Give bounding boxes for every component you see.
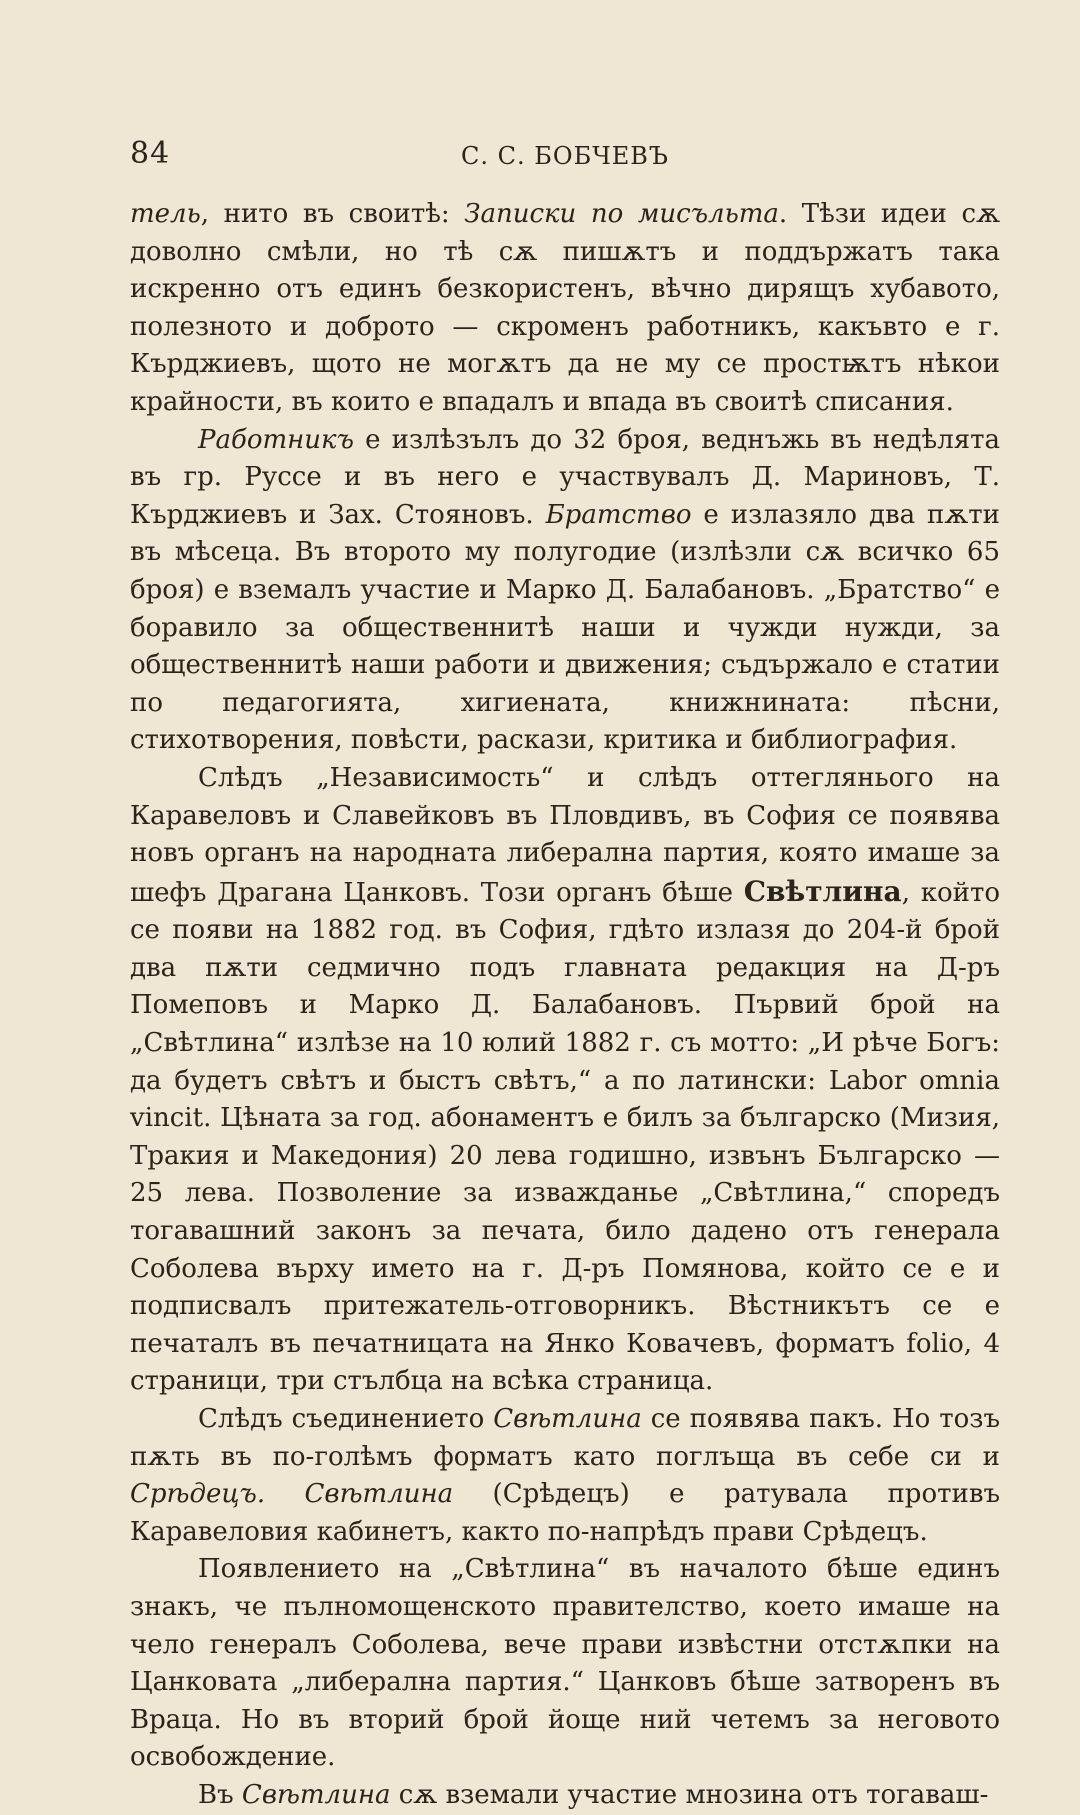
text-run: Въ	[198, 1779, 242, 1810]
paragraph-1	[130, 196, 1000, 422]
italic-run: Записки по мисъльта	[464, 199, 779, 229]
text-run: , който се появи на 1882 год. въ София, гдѣто излазя до 204-й брой два пѫти седмично подъ главната редакция на Д-ръ Помеповъ и Марко Д. Балабановъ. Първий брой на „Свѣтлина“ излѣзе на 10 юлий 1882 г. съ мотто: „И рѣче Богъ: да будетъ свѣтъ и быстъ свѣтъ,“ а по латински: Labor omnia vincit. Цѣната за год. абонаментъ е билъ за българско (Мизия, Тракия и Македония) 20 лева годишно, извънъ Българско — 25 лева. Позволение за изважданье „Свѣтлина,“ споредъ тогавашний законъ за печата, било дадено отъ генерала Соболева върху името на г. Д-ръ Помянова, който се е и подписвалъ притежатель-отговорникъ. Вѣстникътъ се е печаталъ въ печатницата на Янко Ковачевъ, форматъ folio, 4 страници, три стълбца на всѣка страница.	[130, 877, 1000, 1397]
italic-run: Свѣтлина	[493, 1404, 642, 1434]
text-run: , нито въ своитѣ:	[200, 199, 465, 229]
text-run: (Срѣдецъ) е ратувала противъ Каравеловия кабинетъ, както по-напрѣдъ прави Срѣдецъ.	[130, 1479, 1001, 1547]
text-run: е излѣзълъ до 32 броя, веднъжь въ недѣлята въ гр. Руссе и въ него е участвувалъ Д. Мариновъ, Т. Кърджиевъ и Зах. Стояновъ.	[130, 424, 1000, 530]
text-run: Появлението на „Свѣтлина“ въ началото бѣше единъ знакъ, че пълномощенското правителство, което имаше на чело генералъ Соболева, вече прави извѣстни отстѫпки на Цанковата „либерална партия.“ Цанковъ бѣше затворенъ въ Враца. Но въ вторий брой йоще ний четемъ за неговото освобождение.	[130, 1554, 1000, 1773]
text-run: е излазяло два пѫти въ мѣсеца. Въ второто му полугодие (излѣзли сѫ всичко 65 броя) е вземалъ участие и Марко Д. Балабановъ. „Братство“ е боравило за общественнитѣ наши и чужди нужди, за общественнитѣ наши работи и движения; съдържало е статии по педагогията, хигиената, книжнината: пѣсни, стихотворения, повѣсти, раскази, критика и библиография.	[130, 499, 1000, 756]
paragraph-2	[130, 422, 1000, 760]
text-run: се появява пакъ. Но тозъ пѫть въ по-голѣмъ форматъ като поглъща въ себе си и	[130, 1404, 1001, 1472]
paragraph-3	[130, 760, 1000, 1401]
body-text	[130, 196, 1000, 1815]
page-number: 84	[130, 136, 171, 171]
page-header	[130, 136, 1000, 176]
italic-run: Братство	[545, 499, 692, 530]
italic-run: Свѣтлина	[241, 1779, 391, 1810]
paragraph-6	[130, 1777, 1000, 1815]
paragraph-4	[130, 1401, 1000, 1551]
text-run: . Тѣзи идеи сѫ доволно смѣли, но тѣ сѫ пишѫтъ и поддържатъ така искренно отъ единъ безкористенъ, вѣчно дирящъ хубавото, полезното и доброто — скроменъ работникъ, какъвто е г. Кърджиевъ, щото не могѫтъ да не му се простѭтъ нѣкои крайности, въ които е впадалъ и впада въ своитѣ списания.	[130, 199, 1001, 417]
text-run: Слѣдъ „Независимость“ и слѣдъ оттеглянього на Каравеловъ и Славейковъ въ Пловдивъ, въ София се появява новъ органъ на народната либерална партия, която имаше за шефъ Драгана Цанковъ. Този органъ бѣше	[130, 762, 1000, 908]
running-head: С. С. БОБЧЕВЪ	[461, 142, 669, 170]
bold-run: Свѣтлина	[743, 874, 902, 908]
paragraph-5	[130, 1551, 1000, 1777]
text-run: сѫ вземали участие мнозина отъ тогаваш-	[390, 1779, 989, 1810]
text-run: Слѣдъ съединението	[198, 1404, 494, 1434]
italic-run: Работникъ	[198, 424, 354, 455]
italic-run: тель	[130, 199, 201, 229]
italic-run: Срѣдецъ. Свѣтлина	[130, 1479, 454, 1510]
